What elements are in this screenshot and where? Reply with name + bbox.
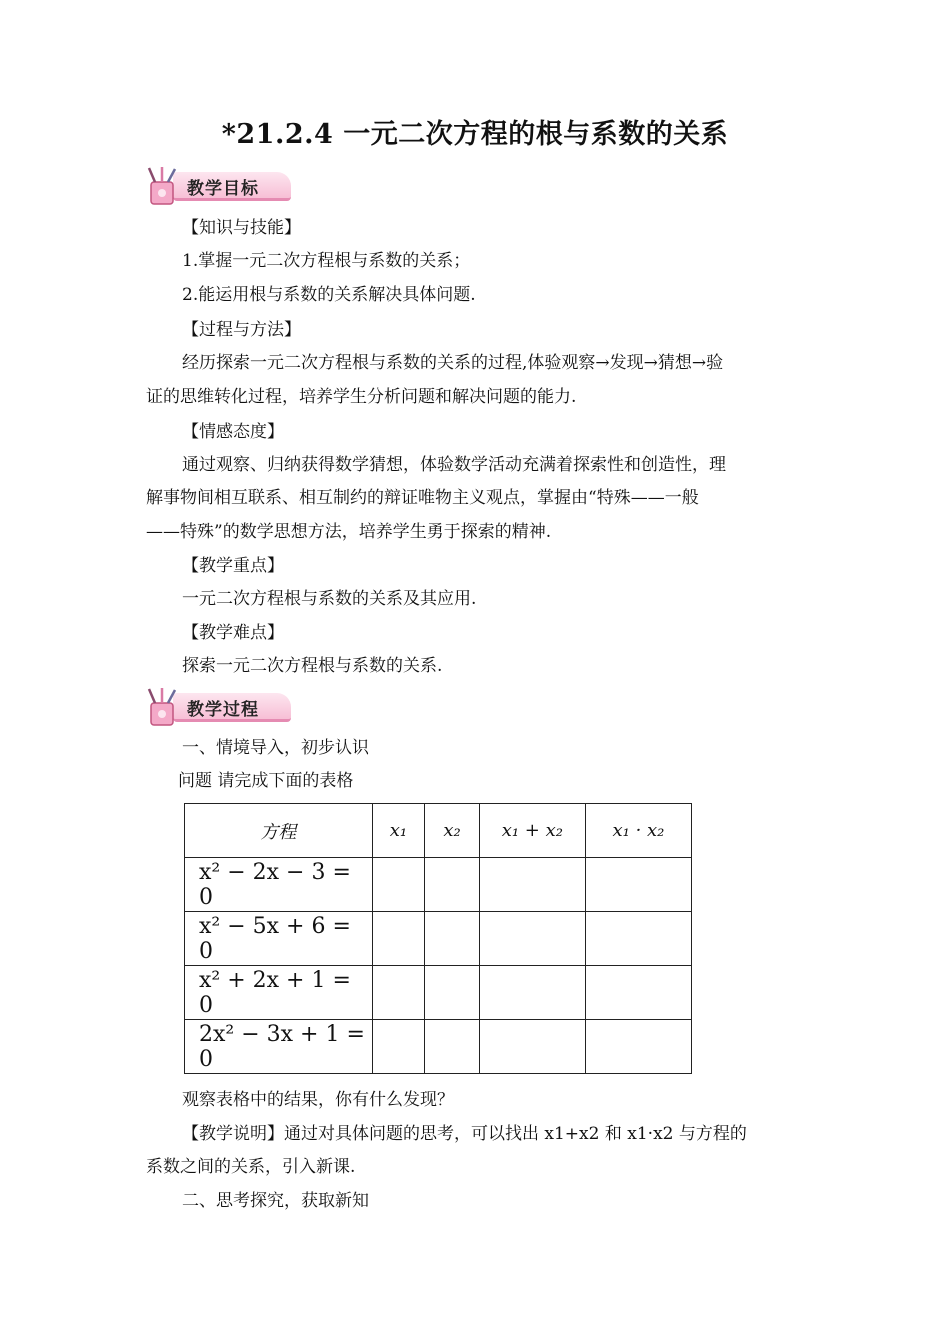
focus-text: 一元二次方程根与系数的关系及其应用.	[182, 589, 477, 609]
table-header-cell: x₁	[372, 804, 425, 858]
banner-label: 教学过程	[187, 700, 259, 720]
question-text: 问题 请完成下面的表格	[178, 771, 354, 791]
emotion-heading: 【情感态度】	[182, 422, 284, 442]
answer-cell[interactable]	[479, 858, 585, 912]
knowledge-item-1: 1.掌握一元二次方程根与系数的关系；	[182, 251, 471, 271]
section-banner-process	[143, 687, 293, 729]
difficulty-heading: 【教学难点】	[182, 623, 284, 643]
pencil-cup-icon	[143, 166, 183, 208]
step-2-heading: 二、思考探究，获取新知	[182, 1191, 369, 1211]
answer-cell[interactable]	[479, 912, 585, 966]
answer-cell[interactable]	[372, 912, 425, 966]
emotion-text-line-1: 通过观察、归纳获得数学猜想，体验数学活动充满着探索性和创造性，理	[182, 455, 726, 475]
difficulty-text: 探索一元二次方程根与系数的关系.	[182, 656, 443, 676]
answer-cell[interactable]	[425, 966, 480, 1020]
observe-question: 观察表格中的结果，你有什么发现？	[182, 1090, 454, 1110]
emotion-text-line-3: ——特殊”的数学思想方法，培养学生勇于探索的精神.	[146, 522, 552, 542]
answer-cell[interactable]	[479, 1020, 585, 1074]
equation-cell: 2x² − 3x + 1 = 0	[185, 1020, 373, 1074]
answer-cell[interactable]	[372, 966, 425, 1020]
process-heading: 【过程与方法】	[182, 320, 301, 340]
answer-cell[interactable]	[425, 912, 480, 966]
equation-cell: x² − 5x + 6 = 0	[185, 912, 373, 966]
knowledge-item-2: 2.能运用根与系数的关系解决具体问题.	[182, 285, 476, 305]
answer-cell[interactable]	[372, 1020, 425, 1074]
answer-cell[interactable]	[585, 966, 691, 1020]
equation-cell: x² − 2x − 3 = 0	[185, 858, 373, 912]
page-title: *21.2.4 一元二次方程的根与系数的关系	[221, 119, 729, 150]
answer-cell[interactable]	[585, 858, 691, 912]
process-text-line-2: 证的思维转化过程，培养学生分析问题和解决问题的能力.	[146, 387, 577, 407]
answer-cell[interactable]	[585, 912, 691, 966]
table-header-cell: x₁ · x₂	[585, 804, 691, 858]
equation-cell: x² + 2x + 1 = 0	[185, 966, 373, 1020]
answer-cell[interactable]	[479, 966, 585, 1020]
table-row	[185, 858, 692, 912]
table-row	[185, 1020, 692, 1074]
knowledge-heading: 【知识与技能】	[182, 218, 301, 238]
pencil-cup-icon	[143, 687, 183, 729]
table-header-cell: x₁ + x₂	[479, 804, 585, 858]
process-text-line-1: 经历探索一元二次方程根与系数的关系的过程,体验观察→发现→猜想→验	[182, 353, 724, 373]
answer-cell[interactable]	[425, 1020, 480, 1074]
section-banner-goals	[143, 166, 293, 208]
emotion-text-line-2: 解事物间相互联系、相互制约的辩证唯物主义观点，掌握由“特殊——一般	[146, 488, 699, 508]
answer-cell[interactable]	[585, 1020, 691, 1074]
banner-label: 教学目标	[187, 179, 259, 199]
teaching-note-line-2: 系数之间的关系，引入新课.	[146, 1157, 356, 1177]
teaching-note-line-1: 【教学说明】通过对具体问题的思考，可以找出 x1+x2 和 x1·x2 与方程的	[182, 1124, 747, 1144]
step-1-heading: 一、情境导入，初步认识	[182, 738, 369, 758]
table-row	[185, 966, 692, 1020]
answer-cell[interactable]	[425, 858, 480, 912]
answer-cell[interactable]	[372, 858, 425, 912]
table-header-cell: x₂	[425, 804, 480, 858]
equation-table	[184, 803, 692, 1074]
table-header-cell: 方程	[185, 804, 373, 858]
focus-heading: 【教学重点】	[182, 556, 284, 576]
table-row	[185, 912, 692, 966]
table-header-row	[185, 804, 692, 858]
